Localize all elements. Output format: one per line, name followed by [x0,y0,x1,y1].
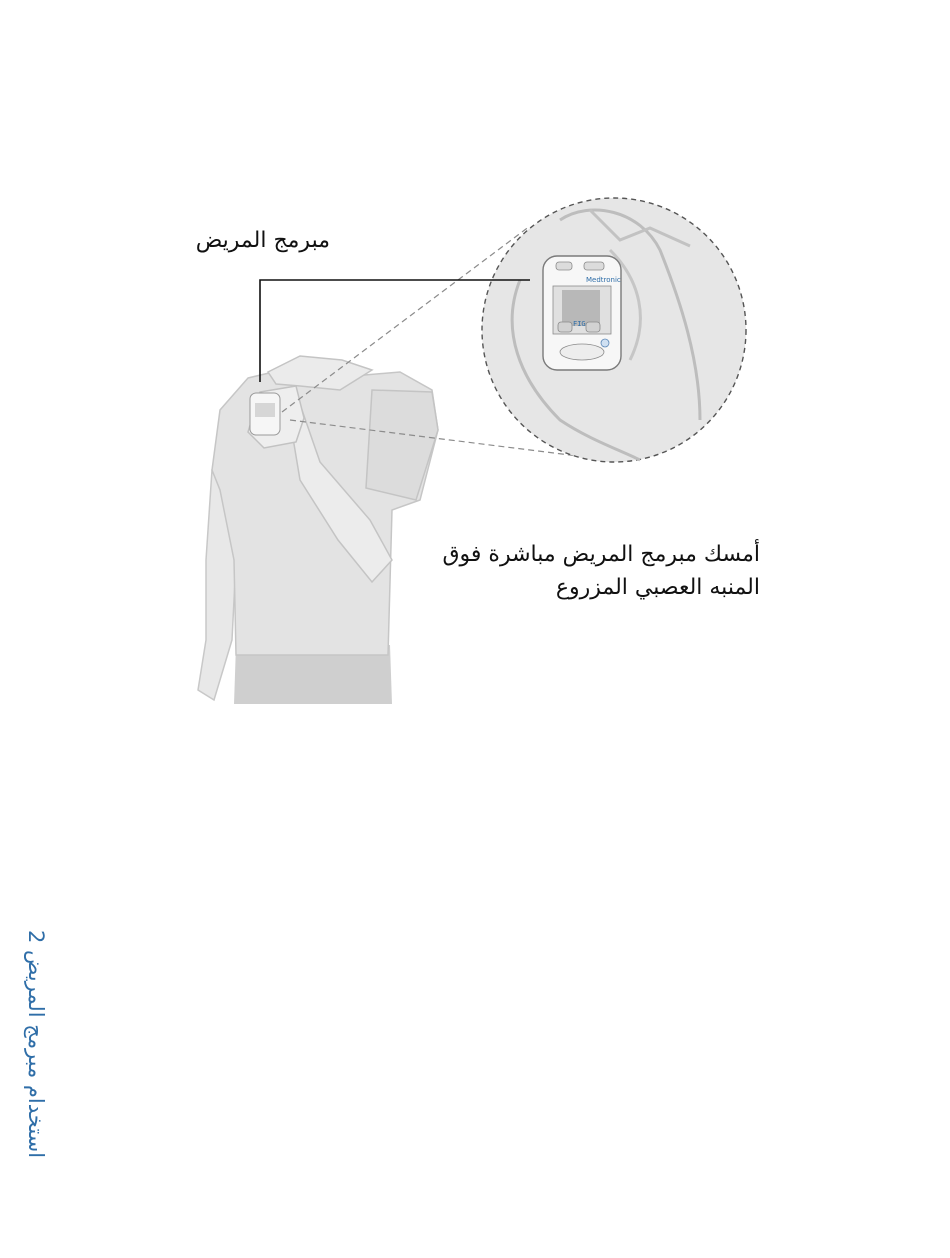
instruction-line-2: المنبه العصبي المزروع [555,575,760,600]
callout-label-patient-programmer: مبرمج المريض [195,228,330,253]
magnified-view-circle [482,198,746,462]
instruction-line-1: أمسك مبرمج المريض مباشرة فوق [442,542,760,567]
svg-text:Medtronic: Medtronic [586,276,621,284]
instruction-text [410,538,760,604]
person-illustration [198,356,438,704]
chapter-side-tab: استخدام مبرمج المريض 2 [24,929,48,1158]
device-screen-text: FIG [573,320,586,328]
